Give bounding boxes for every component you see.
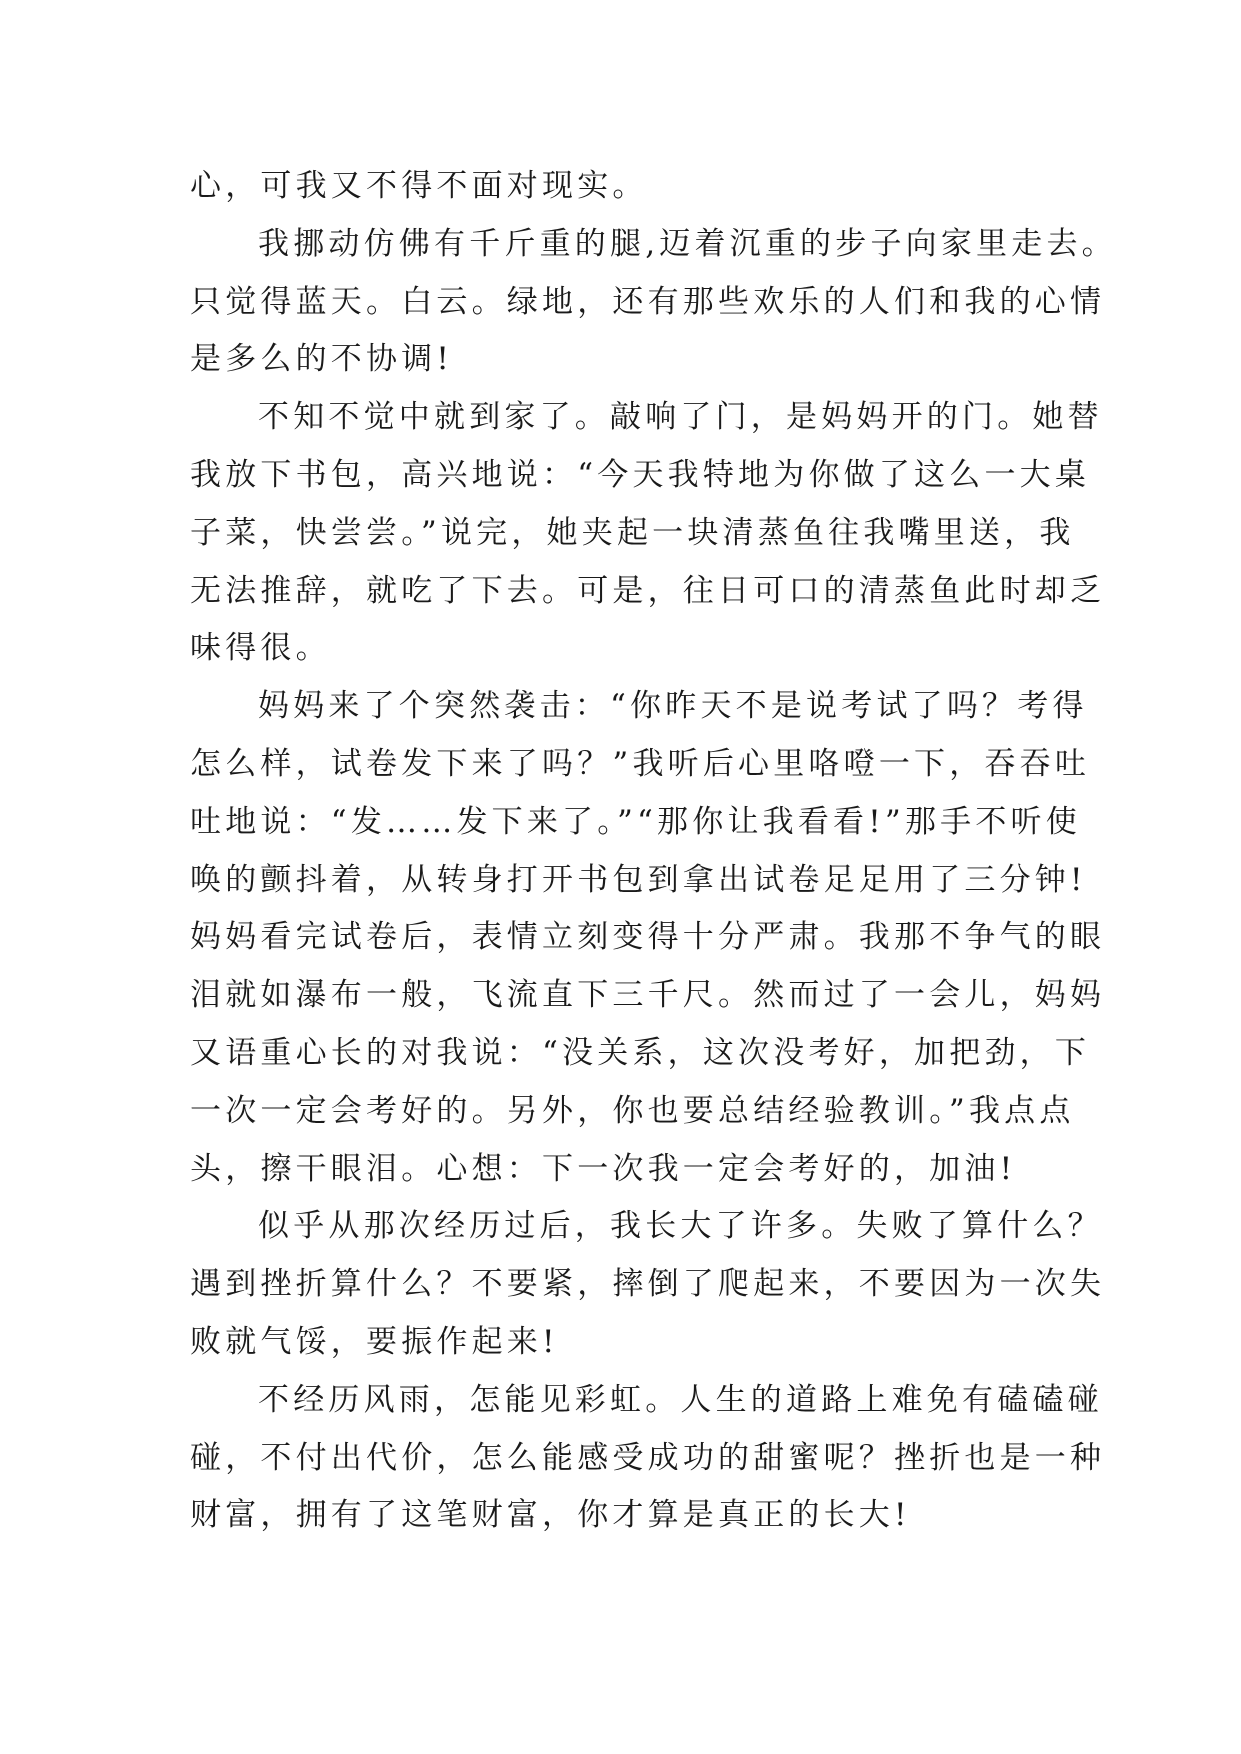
text-line: 无法推辞，就吃了下去。可是，往日可口的清蒸鱼此时却乏 xyxy=(190,572,1106,609)
text-line: 我挪动仿佛有千斤重的腿,迈着沉重的步子向家里走去。 xyxy=(258,225,1117,262)
text-line: 财富，拥有了这笔财富，你才算是真正的长大! xyxy=(190,1497,911,1534)
text-line: 是多么的不协调! xyxy=(190,341,454,378)
text-line: 怎么样，试卷发下来了吗？”我听后心里咯噔一下，吞吞吐 xyxy=(190,745,1091,782)
text-line: 味得很。 xyxy=(190,630,331,667)
text-line: 似乎从那次经历过后，我长大了许多。失败了算什么？ xyxy=(258,1208,1103,1245)
text-line: 不知不觉中就到家了。敲响了门，是妈妈开的门。她替 xyxy=(258,399,1103,436)
text-line: 妈妈来了个突然袭击：“你昨天不是说考试了吗？考得 xyxy=(258,688,1088,725)
text-line: 吐地说：“发……发下来了。”“那你让我看看!”那手不听使 xyxy=(190,803,1081,840)
text-line: 头，擦干眼泪。心想：下一次我一定会考好的，加油! xyxy=(190,1150,1017,1187)
text-line: 唤的颤抖着，从转身打开书包到拿出试卷足足用了三分钟! xyxy=(190,861,1087,898)
text-line: 心，可我又不得不面对现实。 xyxy=(190,168,648,204)
text-line: 子菜，快尝尝。”说完，她夹起一块清蒸鱼往我嘴里送，我 xyxy=(190,514,1075,551)
text-line: 一次一定会考好的。另外，你也要总结经验教训。”我点点 xyxy=(190,1092,1075,1129)
text-line: 又语重心长的对我说：“没关系，这次没考好，加把劲，下 xyxy=(190,1034,1091,1071)
text-line: 遇到挫折算什么？不要紧，摔倒了爬起来，不要因为一次失 xyxy=(190,1266,1106,1303)
text-line: 妈妈看完试卷后，表情立刻变得十分严肃。我那不争气的眼 xyxy=(190,919,1106,956)
essay-body xyxy=(190,158,1117,1545)
text-line: 不经历风雨，怎能见彩虹。人生的道路上难免有磕磕碰 xyxy=(258,1381,1103,1418)
text-line: 碰，不付出代价，怎么能感受成功的甜蜜呢？挫折也是一种 xyxy=(190,1439,1106,1476)
text-line: 败就气馁，要振作起来! xyxy=(190,1323,559,1360)
text-line: 只觉得蓝天。白云。绿地，还有那些欢乐的人们和我的心情 xyxy=(190,283,1106,320)
text-line: 泪就如瀑布一般，飞流直下三千尺。然而过了一会儿，妈妈 xyxy=(190,977,1106,1014)
text-line: 我放下书包，高兴地说：“今天我特地为你做了这么一大桌 xyxy=(190,456,1091,493)
